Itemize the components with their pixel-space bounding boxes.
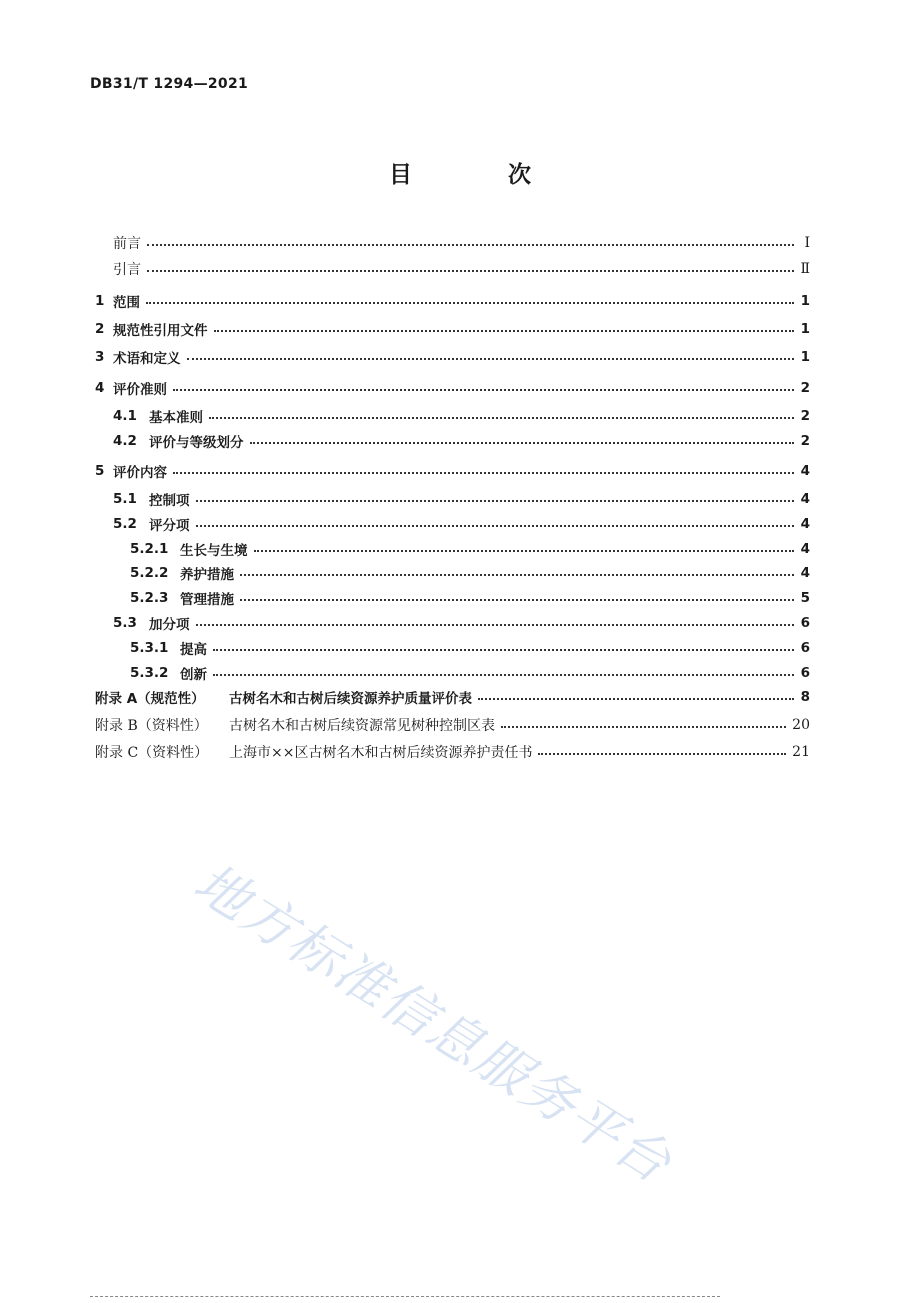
toc-entry-label: 管理措施 (180, 592, 234, 608)
toc-entry-page: 2 (800, 408, 810, 424)
toc-entry-page: 8 (800, 689, 810, 705)
toc-entry[interactable] (95, 346, 810, 368)
toc-entry[interactable] (95, 741, 810, 763)
toc-entry-page: 2 (800, 380, 810, 396)
toc-entry-number: 5.2.1 (130, 541, 169, 557)
toc-entry-label: 生长与生境 (180, 543, 248, 559)
toc-entry-page: 4 (800, 565, 810, 581)
toc-entry-label: 评价与等级划分 (149, 435, 244, 451)
toc-entry-page: 1 (800, 349, 810, 365)
toc-entry-page: 5 (800, 590, 810, 606)
toc-entry-page: 20 (792, 717, 810, 733)
toc-dot-leader (196, 500, 795, 502)
toc-entry[interactable] (95, 377, 810, 399)
toc-dot-leader (250, 442, 795, 444)
toc-entry-number: 5.3.1 (130, 640, 169, 656)
watermark: 地方标准信息服务平台 (183, 852, 683, 1196)
toc-entry-label: 加分项 (149, 617, 190, 633)
toc-entry[interactable] (95, 714, 810, 736)
toc-dot-leader (196, 525, 795, 527)
toc-entry-label: 前言 (113, 236, 141, 252)
toc-entry-page: 4 (800, 516, 810, 532)
toc-dot-leader (213, 674, 794, 676)
document-code: DB31/T 1294—2021 (90, 76, 249, 92)
toc-entry[interactable] (95, 258, 810, 280)
toc-dot-leader (147, 270, 794, 272)
toc-entry-number: 4.2 (113, 433, 137, 449)
toc-dot-leader (254, 550, 795, 552)
toc-entry[interactable] (95, 460, 810, 482)
toc-entry-label: 养护措施 (180, 567, 234, 583)
toc-entry-page: Ⅱ (800, 261, 810, 277)
toc-entry-number: 附录 B（资料性） (95, 718, 208, 734)
toc-entry-page: 21 (792, 744, 810, 760)
toc-entry[interactable] (95, 686, 810, 708)
toc-entry-page: 4 (800, 491, 810, 507)
toc-dot-leader (213, 649, 794, 651)
toc-entry-label: 评价准则 (113, 382, 167, 398)
toc-entry-label: 评价内容 (113, 465, 167, 481)
toc-entry-label: 控制项 (149, 493, 190, 509)
toc-entry-number: 4 (95, 380, 105, 396)
toc-entry[interactable] (95, 662, 810, 684)
toc-entry-label: 规范性引用文件 (113, 323, 208, 339)
toc-entry[interactable] (95, 290, 810, 312)
toc-entry-number: 5.3.2 (130, 665, 169, 681)
toc-dot-leader (478, 698, 794, 700)
toc-dot-leader (146, 302, 794, 304)
toc-entry-label: 上海市××区古树名木和古树后续资源养护责任书 (229, 745, 533, 761)
toc-entry[interactable] (95, 430, 810, 452)
toc-entry-number: 5.2.3 (130, 590, 169, 606)
toc-entry-label: 范围 (113, 295, 140, 311)
page-title: 目 次 (388, 162, 575, 188)
toc-dot-leader (147, 244, 794, 246)
toc-dot-leader (501, 726, 786, 728)
toc-entry-label: 提高 (180, 642, 207, 658)
toc-entry[interactable] (95, 488, 810, 510)
toc-entry[interactable] (95, 513, 810, 535)
toc-entry[interactable] (95, 612, 810, 634)
toc-entry-number: 2 (95, 321, 105, 337)
toc-entry-page: 6 (800, 640, 810, 656)
toc-entry-label: 基本准则 (149, 410, 203, 426)
toc-dot-leader (196, 624, 795, 626)
toc-entry[interactable] (95, 232, 810, 254)
toc-entry-number: 1 (95, 293, 105, 309)
toc-entry-number: 5.1 (113, 491, 137, 507)
toc-entry-number: 5.2.2 (130, 565, 169, 581)
toc-entry-page: 4 (800, 463, 810, 479)
toc-entry-number: 5.2 (113, 516, 137, 532)
toc-entry[interactable] (95, 562, 810, 584)
toc-entry-page: 2 (800, 433, 810, 449)
toc-entry[interactable] (95, 318, 810, 340)
toc-entry-page: 6 (800, 615, 810, 631)
footer-divider (90, 1296, 720, 1297)
toc-entry-page: 4 (800, 541, 810, 557)
toc-entry-page: Ⅰ (804, 235, 810, 251)
toc-entry-number: 5.3 (113, 615, 137, 631)
toc-entry-number: 3 (95, 349, 105, 365)
toc-entry-number: 4.1 (113, 408, 137, 424)
toc-dot-leader (240, 574, 794, 576)
toc-entry-number: 5 (95, 463, 105, 479)
toc-entry-number: 附录 C（资料性） (95, 745, 209, 761)
toc-entry[interactable] (95, 637, 810, 659)
toc-dot-leader (538, 753, 786, 755)
toc-entry[interactable] (95, 405, 810, 427)
toc-entry-label: 引言 (113, 262, 141, 278)
toc-entry-page: 1 (800, 321, 810, 337)
toc-entry-page: 6 (800, 665, 810, 681)
toc-entry-label: 创新 (180, 667, 207, 683)
toc-entry-label: 古树名木和古树后续资源养护质量评价表 (229, 691, 472, 707)
toc-dot-leader (209, 417, 794, 419)
toc-entry[interactable] (95, 587, 810, 609)
toc-entry-number: 附录 A（规范性） (95, 691, 205, 707)
toc-dot-leader (173, 389, 794, 391)
toc-dot-leader (240, 599, 794, 601)
toc-dot-leader (173, 472, 794, 474)
toc-dot-leader (187, 358, 795, 360)
toc-entry-label: 术语和定义 (113, 351, 181, 367)
toc-entry-page: 1 (800, 293, 810, 309)
toc-entry[interactable] (95, 538, 810, 560)
toc-entry-label: 评分项 (149, 518, 190, 534)
toc-entry-label: 古树名木和古树后续资源常见树种控制区表 (229, 718, 495, 734)
toc-dot-leader (214, 330, 795, 332)
